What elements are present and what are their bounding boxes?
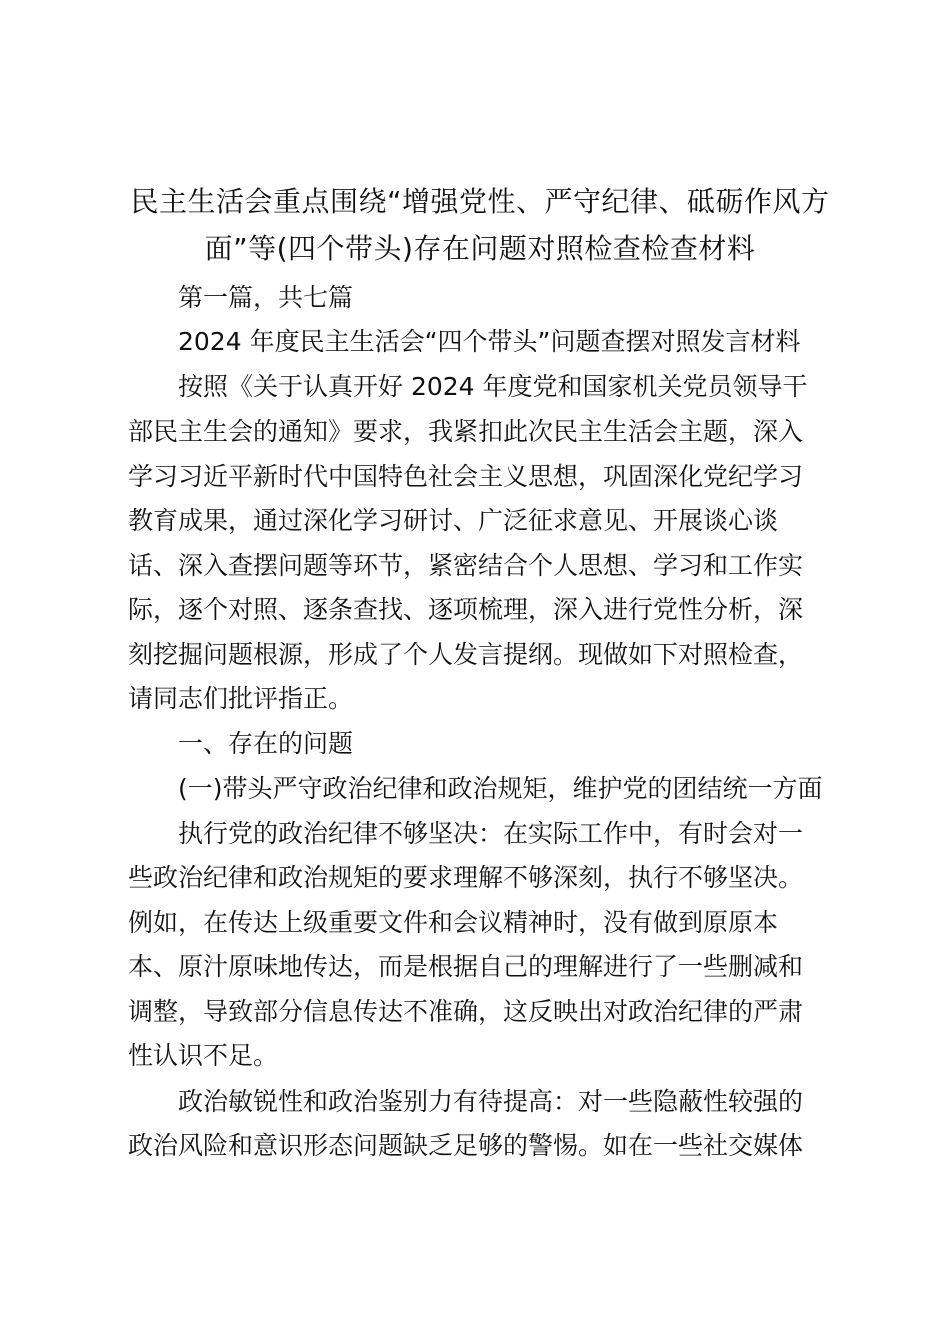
paragraph-line: 政治敏锐性和政治鉴别力有待提高：对一些隐蔽性较强的 xyxy=(178,1087,804,1116)
paragraph-line: 政治风险和意识形态问题缺乏足够的警惕。如在一些社交媒体 xyxy=(128,1131,804,1160)
paragraph-line: 些政治纪律和政治规矩的要求理解不够深刻，执行不够坚决。 xyxy=(128,863,804,892)
paragraph-line: 按照《关于认真开好 2024 年度党和国家机关党员领导干 xyxy=(178,372,808,401)
paragraph-line: 本、原汁原味地传达，而是根据自己的理解进行了一些删减和 xyxy=(128,952,804,981)
paragraph-line: 性认识不足。 xyxy=(128,1041,279,1070)
paragraph-line: 调整，导致部分信息传达不准确，这反映出对政治纪律的严肃 xyxy=(128,997,804,1026)
paragraph-line: 际，逐个对照、逐条查找、逐项梳理，深入进行党性分析，深 xyxy=(128,595,804,624)
paragraph-line: 执行党的政治纪律不够坚决：在实际工作中，有时会对一 xyxy=(178,819,804,848)
subsection-heading: (一)带头严守政治纪律和政治规矩，维护党的团结统一方面 xyxy=(178,774,823,803)
paragraph-line: 话、深入查摆问题等环节，紧密结合个人思想、学习和工作实 xyxy=(128,551,804,580)
title-line-1: 民主生活会重点围绕“增强党性、严守纪律、砥砺作风方 xyxy=(130,185,830,218)
document-title xyxy=(128,178,832,272)
paragraph-line: 刻挖掘问题根源，形成了个人发言提纲。现做如下对照检查， xyxy=(128,640,804,669)
section-count: 第一篇，共七篇 xyxy=(178,283,354,312)
paragraph-line: 教育成果，通过深化学习研讨、广泛征求意见、开展谈心谈 xyxy=(128,506,779,535)
paragraph-line: 请同志们批评指正。 xyxy=(128,684,354,713)
paragraph-line: 学习习近平新时代中国特色社会主义思想，巩固深化党纪学习 xyxy=(128,462,804,491)
subtitle: 2024 年度民主生活会“四个带头”问题查摆对照发言材料 xyxy=(178,327,801,356)
title-line-2: 面”等(四个带头)存在问题对照检查检查材料 xyxy=(204,232,756,265)
section-heading: 一、存在的问题 xyxy=(178,729,354,758)
paragraph-line: 部民主生会的通知》要求，我紧扣此次民主生活会主题，深入 xyxy=(128,417,804,446)
paragraph-line: 例如，在传达上级重要文件和会议精神时，没有做到原原本 xyxy=(128,908,779,937)
